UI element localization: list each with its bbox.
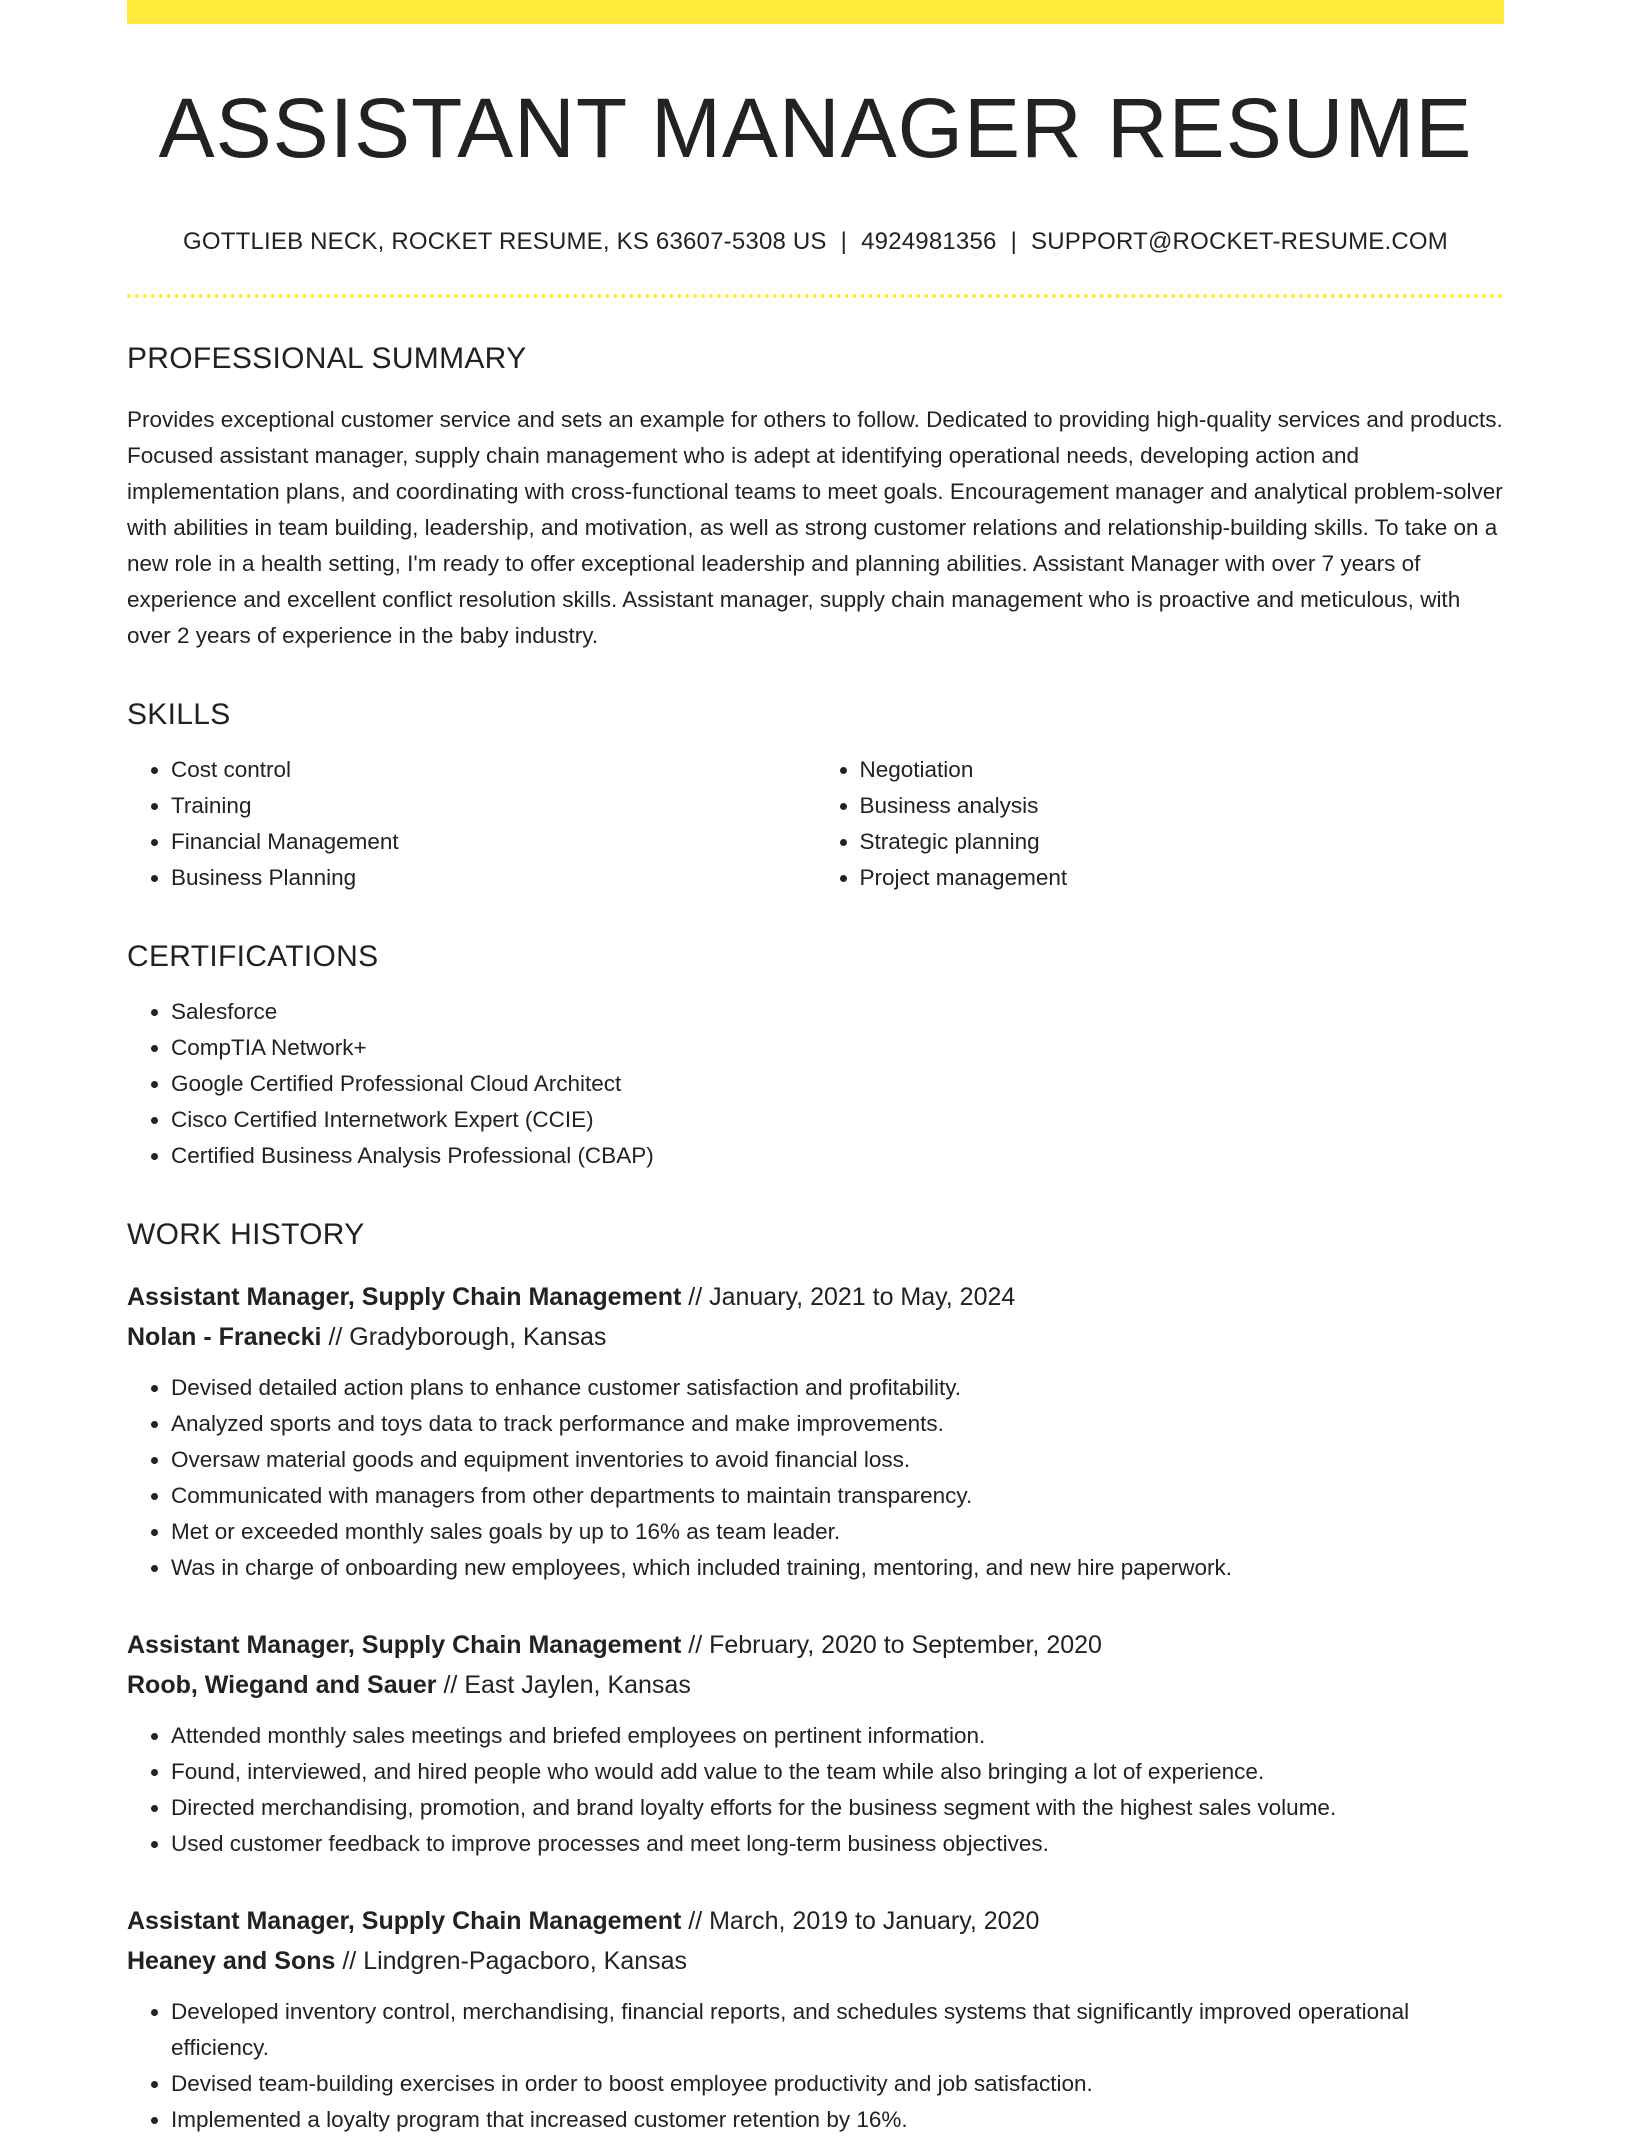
list-item: • Implemented a loyalty program that increased customer retention by 16%. — [171, 2102, 1504, 2138]
certifications-list — [127, 994, 1504, 1174]
job-location: // Lindgren-Pagacboro, Kansas — [342, 1947, 688, 1976]
job-bullets — [127, 1994, 1504, 2138]
job-dates: // March, 2019 to January, 2020 — [688, 1907, 1040, 1936]
job-title: Assistant Manager, Supply Chain Management — [127, 1907, 682, 1936]
email: SUPPORT@ROCKET-RESUME.COM — [1031, 228, 1448, 256]
list-item: • Found, interviewed, and hired people who would add value to the team while also bringing a lot of experience. — [171, 1754, 1504, 1790]
list-item: • Directed merchandising, promotion, and brand loyalty efforts for the business segment with the highest sales volume. — [171, 1790, 1504, 1826]
list-item: • Strategic planning — [860, 824, 1505, 860]
list-item: • Business analysis — [860, 788, 1505, 824]
job-company: Roob, Wiegand and Sauer — [127, 1671, 437, 1700]
skills-list-right — [816, 752, 1505, 896]
job-company: Nolan - Franecki — [127, 1323, 322, 1352]
job-title: Assistant Manager, Supply Chain Management — [127, 1283, 682, 1312]
section-title-certifications: CERTIFICATIONS — [127, 940, 379, 974]
job-location: // East Jaylen, Kansas — [443, 1671, 691, 1700]
job-dates: // January, 2021 to May, 2024 — [688, 1283, 1016, 1312]
resume-page — [127, 0, 1504, 2138]
job-company: Heaney and Sons — [127, 1947, 336, 1976]
job-company-line — [127, 1942, 1504, 1980]
job-bullets — [127, 1718, 1504, 1862]
list-item: • Was in charge of onboarding new employees, which included training, mentoring, and new hire paperwork. — [171, 1550, 1504, 1586]
job-company-line — [127, 1666, 1504, 1704]
top-accent-bar — [127, 0, 1504, 24]
list-item: • CompTIA Network+ — [171, 1030, 1504, 1066]
phone: 4924981356 — [861, 228, 997, 256]
job-title: Assistant Manager, Supply Chain Management — [127, 1631, 682, 1660]
section-title-summary: PROFESSIONAL SUMMARY — [127, 342, 527, 376]
list-item: • Financial Management — [171, 824, 816, 860]
job-dates: // February, 2020 to September, 2020 — [688, 1631, 1102, 1660]
job-title-line — [127, 1902, 1504, 1940]
job-location: // Gradyborough, Kansas — [328, 1323, 607, 1352]
list-item: • Oversaw material goods and equipment inventories to avoid financial loss. — [171, 1442, 1504, 1478]
list-item: • Salesforce — [171, 994, 1504, 1030]
list-item: • Business Planning — [171, 860, 816, 896]
list-item: • Met or exceeded monthly sales goals by up to 16% as team leader. — [171, 1514, 1504, 1550]
section-title-skills: SKILLS — [127, 698, 231, 732]
list-item: • Devised team-building exercises in order to boost employee productivity and job satisfaction. — [171, 2066, 1504, 2102]
list-item: • Project management — [860, 860, 1505, 896]
list-item: • Cisco Certified Internetwork Expert (CCIE) — [171, 1102, 1504, 1138]
contact-line — [127, 228, 1504, 256]
list-item: • Training — [171, 788, 816, 824]
list-item: • Analyzed sports and toys data to track performance and make improvements. — [171, 1406, 1504, 1442]
list-item: • Devised detailed action plans to enhance customer satisfaction and profitability. — [171, 1370, 1504, 1406]
list-item: • Communicated with managers from other departments to maintain transparency. — [171, 1478, 1504, 1514]
job-entry — [127, 1278, 1504, 1586]
list-item: • Google Certified Professional Cloud Architect — [171, 1066, 1504, 1102]
job-entry — [127, 1902, 1504, 2138]
job-title-line — [127, 1278, 1504, 1316]
list-item: • Certified Business Analysis Professional (CBAP) — [171, 1138, 1504, 1174]
list-item: • Attended monthly sales meetings and briefed employees on pertinent information. — [171, 1718, 1504, 1754]
list-item: • Negotiation — [860, 752, 1505, 788]
resume-title: ASSISTANT MANAGER RESUME — [158, 81, 1473, 175]
skills-list-left — [127, 752, 816, 896]
address: GOTTLIEB NECK, ROCKET RESUME, KS 63607-5308 US — [183, 228, 827, 256]
list-item: • Used customer feedback to improve processes and meet long-term business objectives. — [171, 1826, 1504, 1862]
section-title-work-history: WORK HISTORY — [127, 1218, 365, 1252]
skills-grid — [127, 752, 1504, 896]
job-title-line — [127, 1626, 1504, 1664]
job-company-line — [127, 1318, 1504, 1356]
job-bullets — [127, 1370, 1504, 1586]
summary-text: Provides exceptional customer service and sets an example for others to follow. Dedicated to providing high-quality services and products. Focused assistant manager, supply chain management who is adept at identifying operational needs, developing action and implementation plans, and coordinating with cross-functional teams to meet goals. Encouragement manager and analytical problem-solver with abilities in team building, leadership, and motivation, as well as strong customer relations and relationship-building skills. To take on a new role in a health setting, I'm ready to offer exceptional leadership and planning abilities. Assistant Manager with over 7 years of experience and excellent conflict resolution skills. Assistant manager, supply chain management who is proactive and meticulous, with over 2 years of experience in the baby industry. — [127, 407, 1503, 649]
dotted-divider — [127, 294, 1504, 298]
list-item: • Developed inventory control, merchandising, financial reports, and schedules systems that significantly improved operational efficiency. — [171, 1994, 1504, 2066]
contact-separator: | — [1010, 228, 1018, 256]
list-item: • Cost control — [171, 752, 816, 788]
contact-separator: | — [840, 228, 848, 256]
job-entry — [127, 1626, 1504, 1862]
